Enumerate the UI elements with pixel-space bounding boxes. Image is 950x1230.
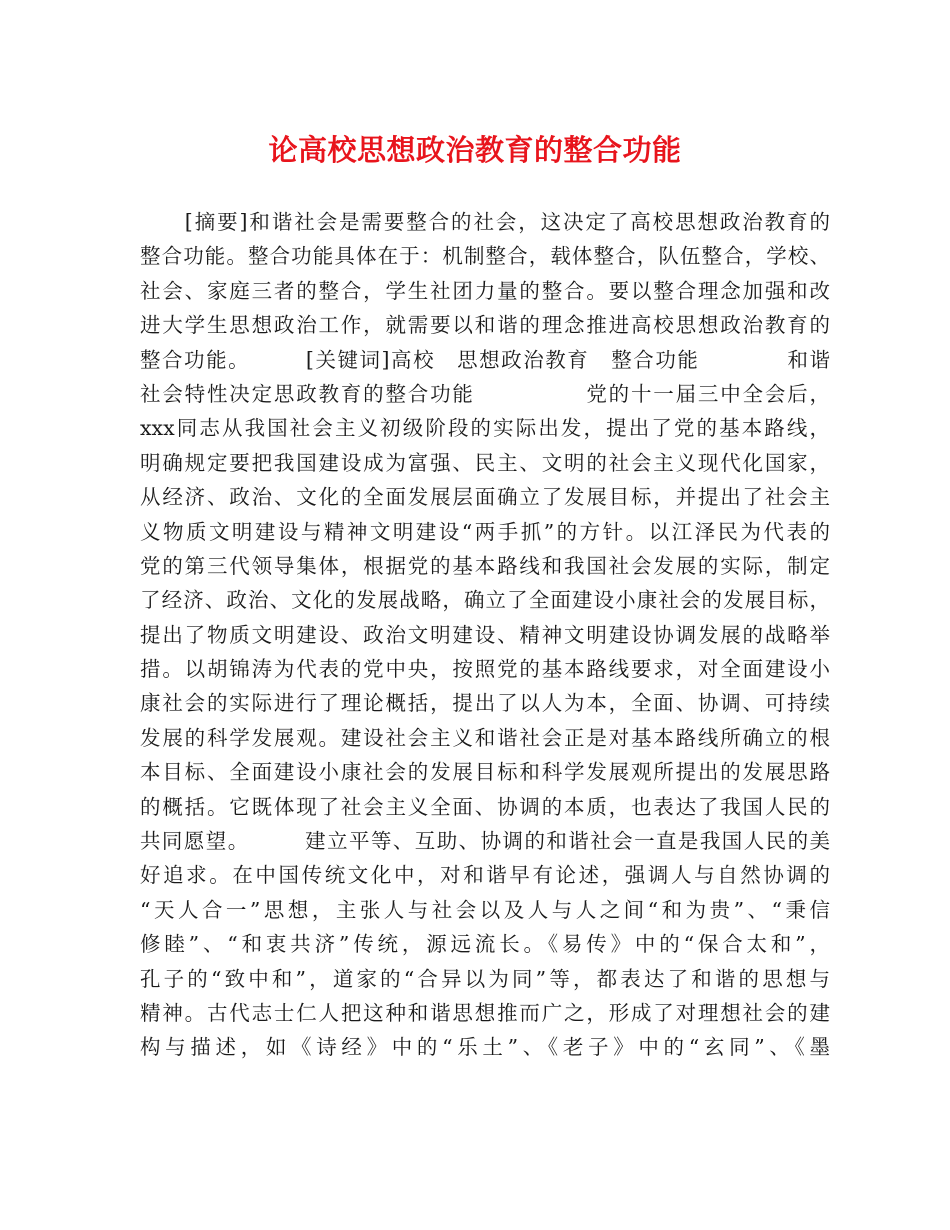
document-body xyxy=(140,205,830,1065)
body-text-line: 共同愿望。 建立平等、互助、协调的和谐社会一直是我国人民的美 xyxy=(140,829,830,854)
body-text-line: 从经济、政治、文化的全面发展层面确立了发展目标，并提出了社会主 xyxy=(140,485,830,510)
body-text-line: 明确规定要把我国建设成为富强、民主、文明的社会主义现代化国家， xyxy=(140,450,830,475)
body-text-line: 本目标、全面建设小康社会的发展目标和科学发展观所提出的发展思路 xyxy=(140,760,830,785)
body-text-line: 社会特性决定思政教育的整合功能 党的十一届三中全会后， xyxy=(140,381,830,406)
body-text-line: 了经济、政治、文化的发展战略，确立了全面建设小康社会的发展目标， xyxy=(140,588,830,613)
body-text-line: 整合功能。 [关键词]高校 思想政治教育 整合功能 和谐 xyxy=(140,347,830,372)
body-text-line: 精神。古代志士仁人把这种和谐思想推而广之，形成了对理想社会的建 xyxy=(140,1000,830,1025)
body-text-line: 进大学生思想政治工作，就需要以和谐的理念推进高校思想政治教育的 xyxy=(140,313,830,338)
body-text-line: 发展的科学发展观。建设社会主义和谐社会正是对基本路线所确立的根 xyxy=(140,725,830,750)
body-text-line: 修睦”、“和衷共济”传统，源远流长。《易传》中的“保合太和”， xyxy=(140,932,830,957)
body-text-line: 提出了物质文明建设、政治文明建设、精神文明建设协调发展的战略举 xyxy=(140,622,830,647)
body-text-line: 构与描述，如《诗经》中的“乐土”、《老子》中的“玄同”、《墨 xyxy=(140,1035,830,1060)
body-text-line: 孔子的“致中和”，道家的“合异以为同”等，都表达了和谐的思想与 xyxy=(140,966,830,991)
body-text-line: 康社会的实际进行了理论概括，提出了以人为本，全面、协调、可持续 xyxy=(140,691,830,716)
document-title: 论高校思想政治教育的整合功能 xyxy=(268,133,682,167)
body-text-line: xxx同志从我国社会主义初级阶段的实际出发，提出了党的基本路线， xyxy=(140,416,830,441)
body-text-line: 好追求。在中国传统文化中，对和谐早有论述，强调人与自然协调的 xyxy=(140,863,830,888)
body-text-line: 社会、家庭三者的整合，学生社团力量的整合。要以整合理念加强和改 xyxy=(140,278,830,303)
body-text-line: [摘要]和谐社会是需要整合的社会，这决定了高校思想政治教育的 xyxy=(140,210,830,234)
body-text-line: “天人合一”思想，主张人与社会以及人与人之间“和为贵”、“秉信 xyxy=(140,897,830,922)
body-text-line: 的概括。它既体现了社会主义全面、协调的本质，也表达了我国人民的 xyxy=(140,794,830,819)
body-text-line: 措。以胡锦涛为代表的党中央，按照党的基本路线要求，对全面建设小 xyxy=(140,657,830,682)
body-text-line: 整合功能。整合功能具体在于：机制整合，载体整合，队伍整合，学校、 xyxy=(140,244,830,269)
body-text-line: 党的第三代领导集体，根据党的基本路线和我国社会发展的实际，制定 xyxy=(140,553,830,578)
body-text-line: 义物质文明建设与精神文明建设“两手抓”的方针。以江泽民为代表的 xyxy=(140,519,830,544)
